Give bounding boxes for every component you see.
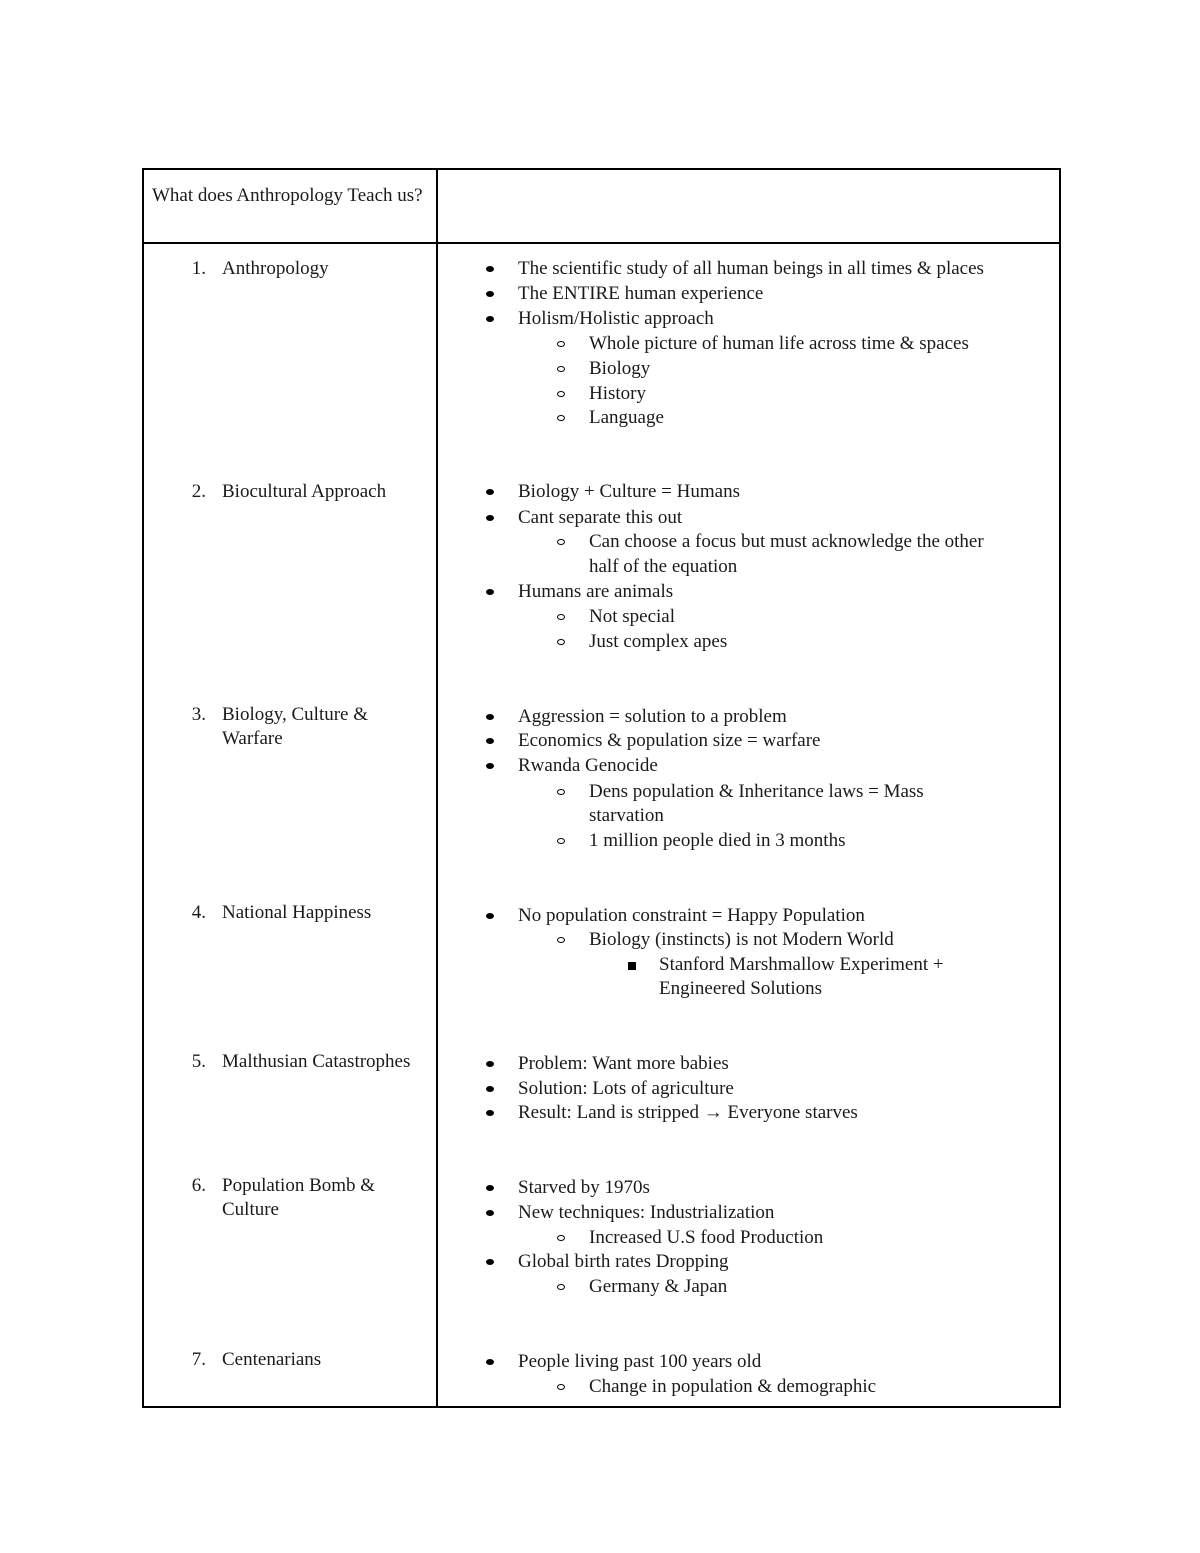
section-1-line-2: The ENTIRE human experience (518, 283, 764, 304)
table-header-question: What does Anthropology Teach us? (152, 185, 423, 206)
section-1-line-6: History (589, 383, 646, 404)
section-3-topic: Biology, Culture & Warfare (222, 704, 369, 749)
bullet-disc-icon (486, 738, 494, 744)
header-row-divider (144, 242, 1059, 244)
section-3-line-4: Dens population & Inheritance laws = Mass (589, 781, 924, 802)
bullet-disc-icon (486, 1061, 494, 1067)
section-5-line-3: Result: Land is stripped → Everyone starves (518, 1102, 858, 1123)
section-3-line-2: Economics & population size = warfare (518, 730, 821, 751)
section-3-line-5: 1 million people died in 3 months (589, 830, 846, 851)
section-6-number: 6. (191, 1175, 206, 1196)
bullet-square-icon (628, 962, 636, 970)
bullet-circle-icon (557, 937, 565, 943)
section-7-line-2: Change in population & demographic (589, 1376, 877, 1397)
section-2-topic: Biocultural Approach (222, 481, 387, 502)
section-3-line-3: Rwanda Genocide (518, 755, 658, 776)
bullet-disc-icon (486, 316, 494, 322)
bullet-circle-icon (557, 391, 565, 397)
bullet-circle-icon (557, 1284, 565, 1290)
section-7-topic: Centenarians (222, 1349, 322, 1370)
section-6-line-5: Germany & Japan (589, 1276, 728, 1297)
section-4-line-3: Stanford Marshmallow Experiment + (659, 954, 944, 975)
section-3-number: 3. (191, 704, 206, 725)
bullet-disc-icon (486, 1210, 494, 1216)
section-2-line-3-cont: half of the equation (589, 556, 738, 577)
bullet-disc-icon (486, 589, 494, 595)
bullet-circle-icon (557, 415, 565, 421)
bullet-disc-icon (486, 515, 494, 521)
section-1-line-5: Biology (589, 358, 651, 379)
bullet-circle-icon (557, 838, 565, 844)
section-4-topic: National Happiness (222, 902, 372, 923)
bullet-circle-icon (557, 366, 565, 372)
section-7-line-1: People living past 100 years old (518, 1351, 762, 1372)
section-4-line-2: Biology (instincts) is not Modern World (589, 929, 894, 950)
section-2-line-6: Just complex apes (589, 631, 728, 652)
section-2-line-4: Humans are animals (518, 581, 674, 602)
section-1-line-7: Language (589, 407, 664, 428)
section-5-number: 5. (191, 1051, 206, 1072)
bullet-circle-icon (557, 1235, 565, 1241)
section-2-line-1: Biology + Culture = Humans (518, 481, 740, 502)
section-6-line-4: Global birth rates Dropping (518, 1251, 729, 1272)
section-1-line-3: Holism/Holistic approach (518, 308, 714, 329)
section-6-line-3: Increased U.S food Production (589, 1227, 824, 1248)
section-1-line-4: Whole picture of human life across time & spaces (589, 333, 969, 354)
bullet-circle-icon (557, 341, 565, 347)
bullet-disc-icon (486, 266, 494, 272)
section-3-line-1: Aggression = solution to a problem (518, 706, 787, 727)
section-7-number: 7. (191, 1349, 206, 1370)
section-2-number: 2. (191, 481, 206, 502)
notes-table (142, 168, 1061, 1408)
bullet-circle-icon (557, 614, 565, 620)
section-6-topic: Population Bomb & Culture (222, 1175, 376, 1220)
bullet-disc-icon (486, 714, 494, 720)
section-3-line-4-cont: starvation (589, 805, 664, 826)
section-1-topic: Anthropology (222, 258, 329, 279)
section-2-line-5: Not special (589, 606, 676, 627)
bullet-disc-icon (486, 763, 494, 769)
section-6-line-2: New techniques: Industrialization (518, 1202, 775, 1223)
section-4-line-3-cont: Engineered Solutions (659, 978, 823, 999)
bullet-circle-icon (557, 789, 565, 795)
section-2-line-3: Can choose a focus but must acknowledge the other (589, 531, 984, 552)
section-5-topic: Malthusian Catastrophes (222, 1051, 411, 1072)
bullet-disc-icon (486, 489, 494, 495)
section-2-line-2: Cant separate this out (518, 507, 683, 528)
bullet-disc-icon (486, 1086, 494, 1092)
section-1-line-1: The scientific study of all human beings in all times & places (518, 258, 984, 279)
section-4-line-1: No population constraint = Happy Population (518, 905, 865, 926)
bullet-disc-icon (486, 1110, 494, 1116)
bullet-disc-icon (486, 913, 494, 919)
bullet-circle-icon (557, 1384, 565, 1390)
section-5-line-1: Problem: Want more babies (518, 1053, 729, 1074)
bullet-disc-icon (486, 1259, 494, 1265)
bullet-disc-icon (486, 291, 494, 297)
column-divider (436, 170, 438, 1406)
section-6-line-1: Starved by 1970s (518, 1177, 650, 1198)
section-4-number: 4. (191, 902, 206, 923)
bullet-disc-icon (486, 1185, 494, 1191)
section-1-number: 1. (191, 258, 206, 279)
bullet-circle-icon (557, 639, 565, 645)
bullet-disc-icon (486, 1359, 494, 1365)
bullet-circle-icon (557, 539, 565, 545)
section-5-line-2: Solution: Lots of agriculture (518, 1078, 734, 1099)
